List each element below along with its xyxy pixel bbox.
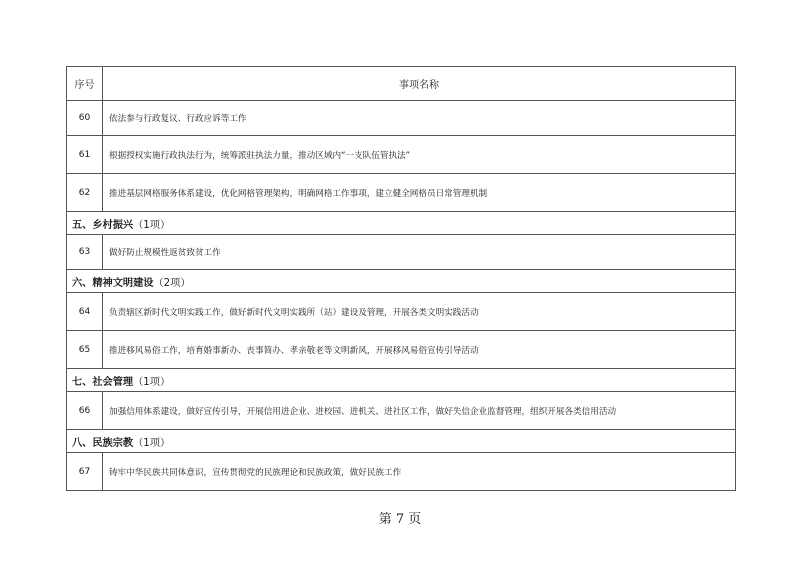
row-item-name: 推进移风易俗工作，培育婚事新办、丧事简办、孝亲敬老等文明新风，开展移风易俗宣传引导活动 [103, 331, 736, 369]
section-heading-spiritual-civilization [67, 270, 736, 293]
page-number: 第 7 页 [378, 512, 422, 527]
section-count: （2项） [153, 277, 191, 289]
table-row [67, 101, 736, 136]
row-item-name: 做好防止规模性返贫致贫工作 [103, 235, 736, 270]
section-count: （1项） [133, 219, 171, 231]
header-serial-number: 序号 [67, 67, 103, 101]
task-table [66, 66, 736, 491]
table-row [67, 331, 736, 369]
section-heading-row [67, 270, 736, 293]
table-row [67, 136, 736, 174]
row-number: 67 [67, 453, 103, 491]
section-title: 五、乡村振兴 [72, 219, 134, 231]
table-row [67, 174, 736, 212]
section-count: （1项） [133, 376, 171, 388]
row-number: 60 [67, 101, 103, 136]
section-heading-ethnic-religious [67, 430, 736, 453]
row-number: 65 [67, 331, 103, 369]
row-number: 64 [67, 293, 103, 331]
table-row [67, 392, 736, 430]
table-row [67, 453, 736, 491]
table-row [67, 235, 736, 270]
section-title: 八、民族宗教 [72, 437, 134, 449]
document-page [66, 66, 735, 491]
section-heading-row [67, 212, 736, 235]
section-heading-rural-revitalization [67, 212, 736, 235]
table-row [67, 293, 736, 331]
row-number: 63 [67, 235, 103, 270]
section-heading-social-management [67, 369, 736, 392]
row-item-name: 依法参与行政复议、行政应诉等工作 [103, 101, 736, 136]
table-header-row [67, 67, 736, 101]
row-number: 61 [67, 136, 103, 174]
row-item-name: 根据授权实施行政执法行为，统筹派驻执法力量，推动区域内“一支队伍管执法” [103, 136, 736, 174]
header-item-name: 事项名称 [103, 67, 736, 101]
row-item-name: 铸牢中华民族共同体意识，宣传贯彻党的民族理论和民族政策，做好民族工作 [103, 453, 736, 491]
row-item-name: 推进基层网格服务体系建设，优化网格管理架构，明确网格工作事项，建立健全网格员日常管理机制 [103, 174, 736, 212]
row-number: 62 [67, 174, 103, 212]
section-title: 七、社会管理 [72, 376, 134, 388]
section-title: 六、精神文明建设 [72, 277, 154, 289]
section-heading-row [67, 369, 736, 392]
section-count: （1项） [133, 437, 171, 449]
row-item-name: 加强信用体系建设，做好宣传引导，开展信用进企业、进校园、进机关、进社区工作，做好失信企业监督管理，组织开展各类信用活动 [103, 392, 736, 430]
section-heading-row [67, 430, 736, 453]
row-item-name: 负责辖区新时代文明实践工作，做好新时代文明实践所（站）建设及管理，开展各类文明实践活动 [103, 293, 736, 331]
row-number: 66 [67, 392, 103, 430]
